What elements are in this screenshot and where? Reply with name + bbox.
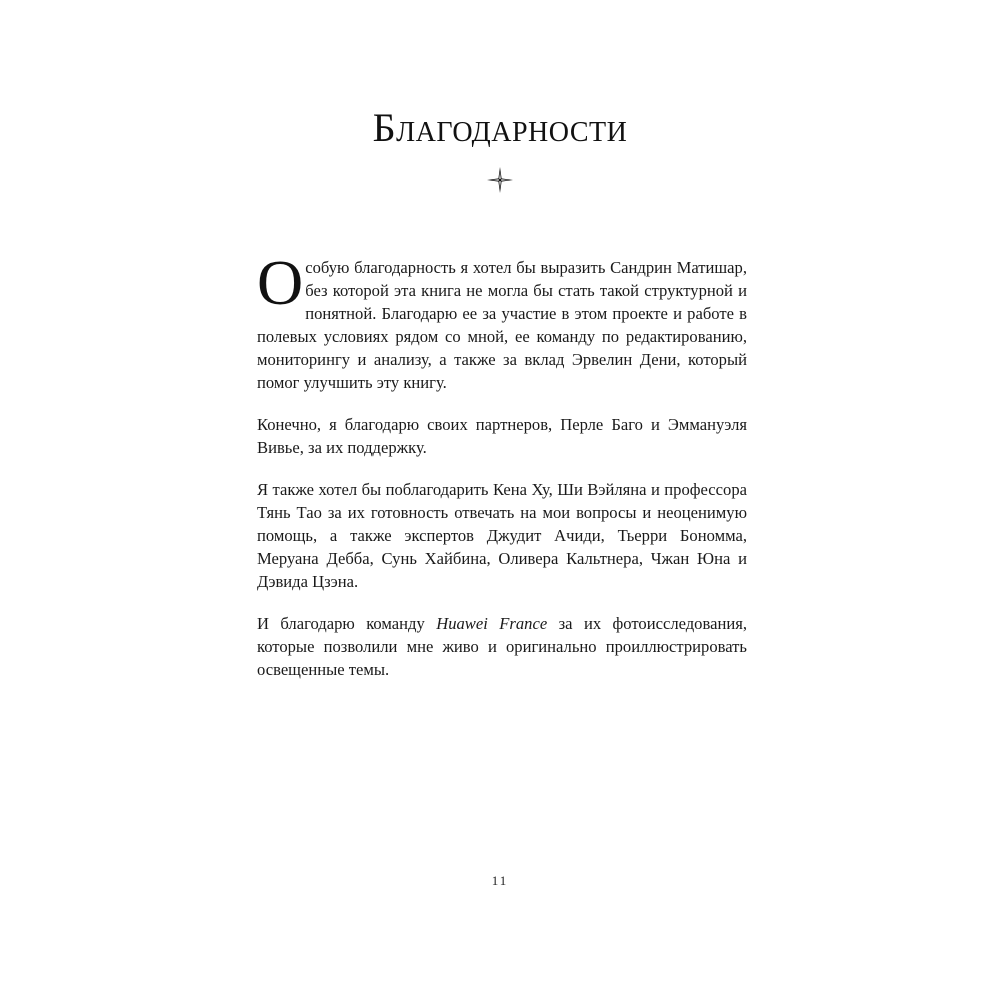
paragraph-3: Я также хотел бы поблагодарить Кена Ху, Ши Вэйляна и профессора Тянь Тао за их готовность отвечать на мои вопросы и неоценимую помощь, а также экспертов Джудит Ачиди, Тьерри Бономма, Меруана Дебба, Сунь Хайбина, Оливера Кальтнера, Чжан Юна и Дэвида Цзэна. <box>257 480 747 591</box>
acknowledgements-text <box>257 247 748 700</box>
drop-cap: О <box>257 247 304 318</box>
paragraph-4-before: И благодарю команду <box>257 614 437 633</box>
paragraph-2: Конечно, я благодарю своих партнеров, Перле Баго и Эммануэля Вивье, за их поддержку. <box>257 415 747 457</box>
company-name: Huawei France <box>436 614 548 633</box>
page-title: Благодарности <box>372 105 628 150</box>
paragraph-4-after: за их фотоисследования, которые позволили мне живо и оригинально проиллюстрировать освещенные темы. <box>257 614 748 679</box>
paragraph-1 <box>257 247 747 394</box>
four-point-star-icon <box>486 166 514 194</box>
page-number: 11 <box>491 873 509 888</box>
paragraph-1-text: собую благодарность я хотел бы выразить Сандрин Матишар, без которой эта книга не могла бы стать такой структурной и понятной. Благодарю ее за участие в этом проекте и работе в полевых условиях рядом со мной, ее команду по редактированию, мониторингу и анализу, а также за вклад Эрвелин Дени, который помог улучшить эту книгу. <box>257 258 747 392</box>
paragraph-4 <box>257 612 747 681</box>
